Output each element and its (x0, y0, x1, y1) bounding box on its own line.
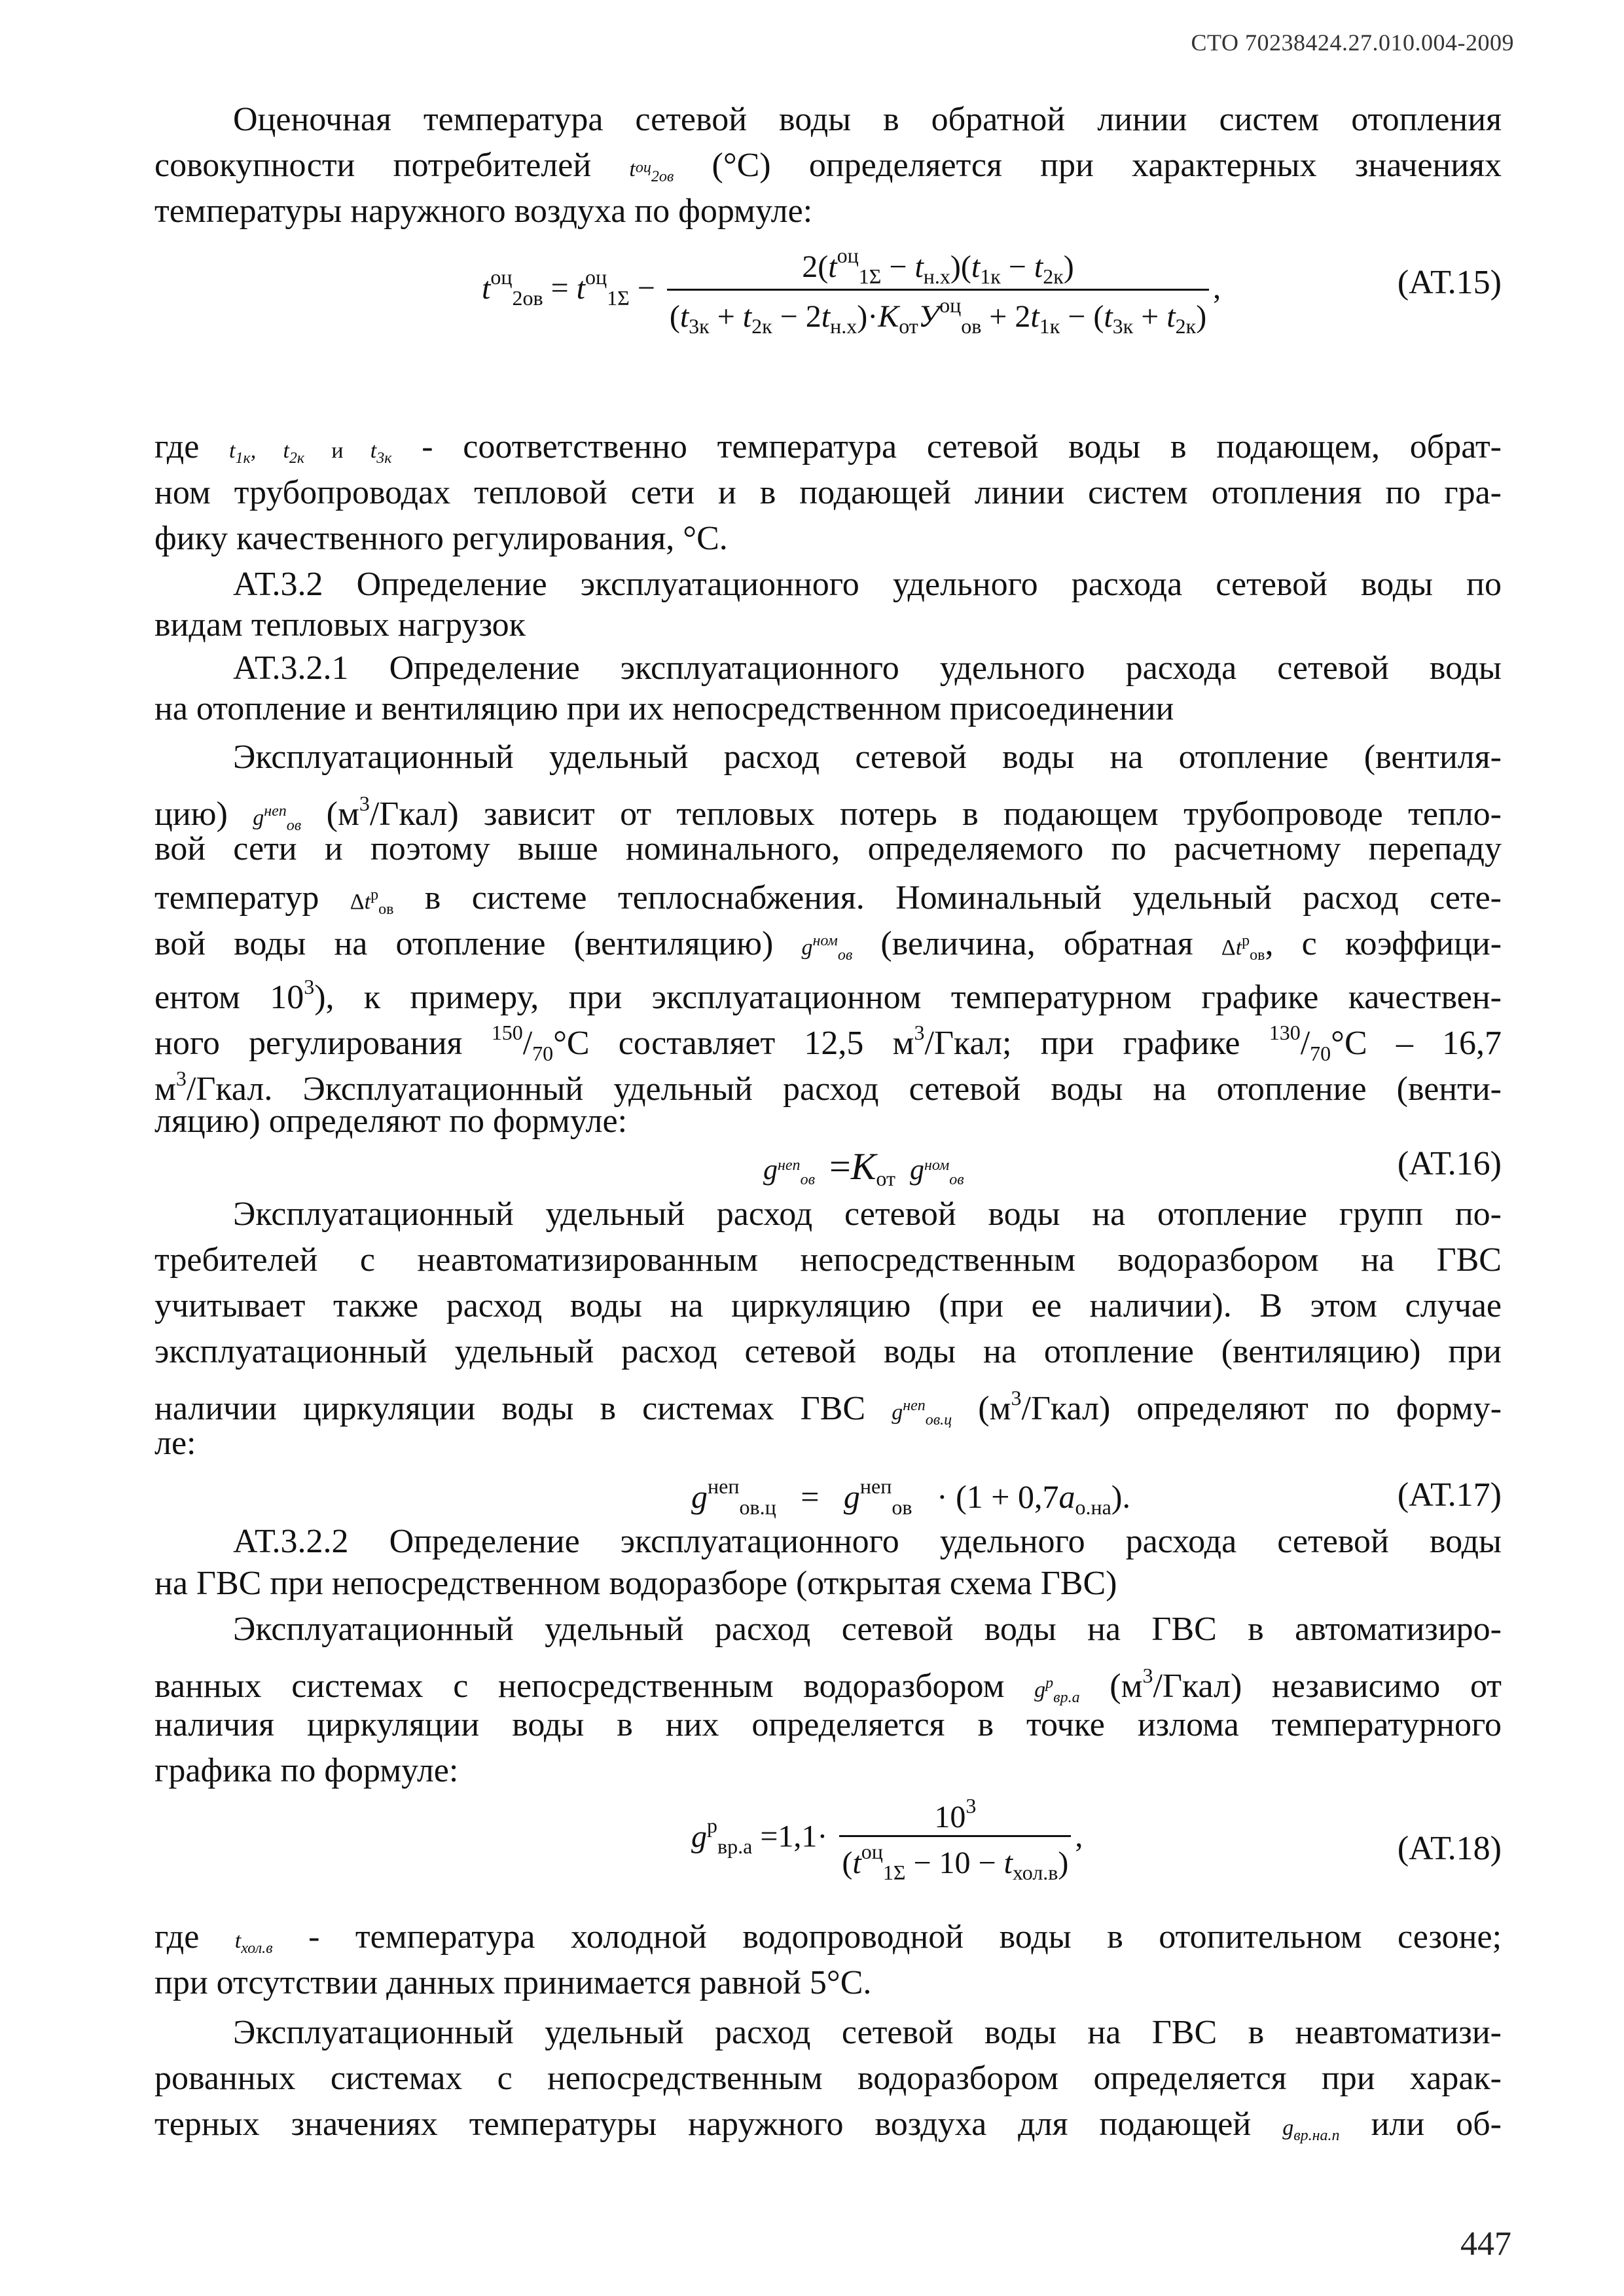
equation-at15: $t^{оц}_{2ов} = t^{оц}_{1\Sigma}$ − $\frac{2(t^{оц}_{1\Sigma} - t_{н.х})(t_{1к} - t_{2к})}{(t_{3к} + t_{2к} - 2t_{н.х})\cdot K_{от}У^{оц}_{ов} + 2t_{1к} - (t_{3к} + t_{2к})}$ , (АТ.15) (482, 244, 1502, 338)
text-line: Оценочная температура сетевой воды в обратной линии систем отопления (233, 101, 1502, 138)
text-line: ванных системах с непосредственным водоразбором $g^р_{вр.а}$ $(м^3/Гкал)$ независимо от (154, 1664, 1502, 1706)
text-line: температур $\Delta t^р_{ов}$ в системе теплоснабжения. Номинальный удельный расход сете- (154, 879, 1502, 918)
text-line: $м^3$/Гкал. Эксплуатационный удельный расход сетевой воды на отопление (венти- (154, 1066, 1502, 1108)
text-line: Эксплуатационный удельный расход сетевой воды на ГВС в автоматизиро- (233, 1611, 1502, 1648)
text-line: ле: (154, 1425, 196, 1462)
text-line: наличия циркуляции воды в них определяется в точке излома температурного (154, 1706, 1502, 1743)
text-line: температуры наружного воздуха по формуле: (154, 192, 813, 230)
text-line: на ГВС при непосредственном водоразборе (открытая схема ГВС) (154, 1565, 1117, 1602)
text-line: при отсутствии данных принимается равной 5°С. (154, 1964, 872, 2001)
text-line: наличии циркуляции воды в системах ГВС $g^{неп}_{ов.ц}$ $(м^3/Гкал)$ определяют по форму- (154, 1386, 1502, 1429)
text-line: ентом $10^3$), к примеру, при эксплуатационном температурном графике качествен- (154, 975, 1502, 1016)
text-line: рованных системах с непосредственным водоразбором определяется при харак- (154, 2060, 1502, 2097)
text-line: Эксплуатационный удельный расход сетевой воды на отопление (вентиля- (233, 738, 1502, 776)
text-line: требителей с неавтоматизированным непосредственным водоразбором на ГВС (154, 1241, 1502, 1279)
section-heading-at-3-2-1: АТ.3.2.1 Определение эксплуатационного удельного расхода сетевой воды (233, 649, 1502, 687)
equation-at18: $g^р_{вр.а} =1,1\cdot$ $\frac{10^3}{(t^{оц}_{1\Sigma} - 10 - t_{хол.в})}$ , (АТ.18) (691, 1794, 1502, 1884)
equation-number: (АТ.17) (1397, 1476, 1502, 1514)
text-line: Эксплуатационный удельный расход сетевой воды на ГВС в неавтоматизи- (233, 2014, 1502, 2051)
equation-number: (АТ.18) (1397, 1830, 1502, 1867)
equation-number: (АТ.15) (1397, 264, 1502, 301)
symbol-t2ov-oc: $t^{оц}_{2ов}$ (629, 157, 674, 185)
text-line: совокупности потребителей $t^{оц}_{2ов}$ (°С) определяется при характерных значениях (154, 147, 1502, 185)
text-line: где $t_{1к}$, $t_{2к}$ и $t_{3к}$ - соответственно температура сетевой воды в подающем, обрат- (154, 428, 1502, 467)
equation-at17: $g^{неп}_{ов.ц}$ = $g^{неп}_{ов}$ · $(1 + 0,7a_{о.на})$. (АТ.17) (691, 1474, 1502, 1519)
section-heading-at-3-2-2: АТ.3.2.2 Определение эксплуатационного удельного расхода сетевой воды (233, 1523, 1502, 1560)
text-line: вой воды на отопление (вентиляцию) $g^{ном}_{ов}$ (величина, обратная $\Delta t^р_{ов}$, с коэффици- (154, 925, 1502, 964)
text-line: видам тепловых нагрузок (154, 606, 526, 644)
text-line: учитывает также расход воды на циркуляцию (при ее наличии). В этом случае (154, 1287, 1502, 1324)
text-line: графика по формуле: (154, 1752, 459, 1789)
equation-number: (АТ.16) (1397, 1145, 1502, 1182)
text-line: вой сети и поэтому выше номинального, определяемого по расчетному перепаду (154, 830, 1502, 867)
page-number: 447 (1460, 2225, 1511, 2263)
text-line: ляцию) определяют по формуле: (154, 1102, 628, 1140)
text-line: на отопление и вентиляцию при их непосредственном присоединении (154, 690, 1174, 727)
text-line: ного регулирования $^{150}/_{70}^\circ С$ составляет 12,5 $м^3$/Гкал; при графике $^{130}/_{70}^\circ С - 16,7$ (154, 1021, 1502, 1065)
text-line: где $t_{хол.в}$ - температура холодной водопроводной воды в отопительном сезоне; (154, 1918, 1502, 1957)
text-line: фику качественного регулирования, °С. (154, 520, 728, 557)
section-heading-at-3-2: АТ.3.2 Определение эксплуатационного удельного расхода сетевой воды по (233, 566, 1502, 603)
equation-at16: $g^{неп}ов =K_{от}$ $g^{ном}ов$ (АТ.16) (763, 1145, 1502, 1190)
text-line: Эксплуатационный удельный расход сетевой воды на отопление групп по- (233, 1195, 1502, 1233)
text-line: терных значениях температуры наружного воздуха для подающей $g_{вр.на.п}$ или об- (154, 2105, 1502, 2144)
text-line: цию) $g^{неп}_{ов}$ $(м^3/Гкал)$ зависит от тепловых потерь в подающем трубопроводе тепло- (154, 792, 1502, 834)
text-line: эксплуатационный удельный расход сетевой воды на отопление (вентиляцию) при (154, 1333, 1502, 1370)
document-code-header: СТО 70238424.27.010.004-2009 (1191, 29, 1514, 56)
text-line: ном трубопроводах тепловой сети и в подающей линии систем отопления по гра- (154, 474, 1502, 511)
